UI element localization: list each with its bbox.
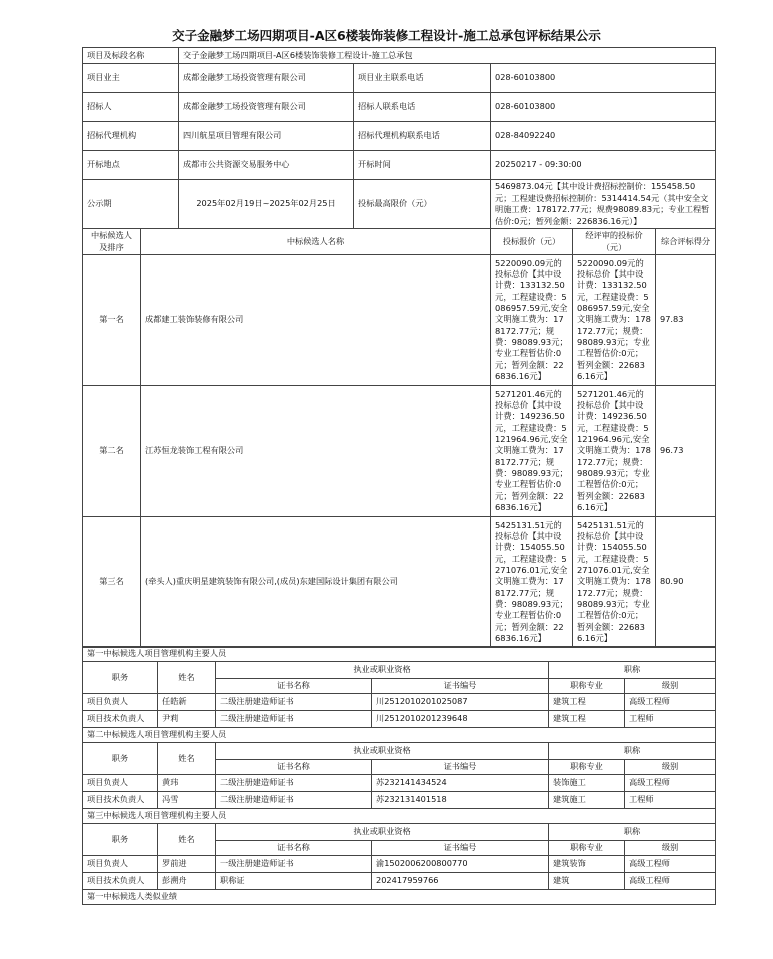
person-name: 任皓新 [158, 694, 216, 711]
location-label: 开标地点 [83, 151, 179, 180]
personnel-table [82, 646, 716, 905]
tenderer-phone-label: 招标人联系电话 [354, 93, 491, 122]
person-cert-name: 二级注册建造师证书 [216, 694, 372, 711]
candidate-name: 江苏恒龙装饰工程有限公司 [141, 386, 491, 517]
person-major: 建筑 [549, 873, 625, 890]
title-header: 职称 [549, 824, 716, 841]
name-header: 姓名 [158, 743, 216, 775]
candidates-reviewed-header: 经评审的投标价（元） [573, 229, 656, 255]
person-position: 项目技术负责人 [83, 711, 158, 728]
owner: 成都金融梦工场投资管理有限公司 [179, 64, 354, 93]
candidate-rank: 第二名 [83, 386, 141, 517]
position-header: 职务 [83, 743, 158, 775]
candidates-bid-header: 投标报价（元） [491, 229, 573, 255]
candidate-rank: 第三名 [83, 517, 141, 648]
section-heading: 第二中标候选人项目管理机构主要人员 [83, 728, 716, 743]
person-name: 冯雪 [158, 792, 216, 809]
position-header: 职务 [83, 824, 158, 856]
qualification-header: 执业或职业资格 [216, 824, 549, 841]
candidates-score-header: 综合评标得分 [656, 229, 716, 255]
candidate-reviewed-bid: 5425131.51元的投标总价【其中设计费：154055.50元，工程建设费：5271076.01元,安全文明施工费为：178172.77元；规费：98089.93元；专业工程暂估价:0元；暂列金额：226836.16元】 [573, 517, 656, 648]
person-major: 建筑装饰 [549, 856, 625, 873]
person-level: 高级工程师 [625, 873, 716, 890]
project-name-label: 项目及标段名称 [83, 48, 179, 64]
agency: 四川航星项目管理有限公司 [179, 122, 354, 151]
person-cert-no: 渝1502006200800770 [372, 856, 549, 873]
position-header: 职务 [83, 662, 158, 694]
candidate-reviewed-bid: 5271201.46元的投标总价【其中设计费：149236.50元，工程建设费：5121964.96元,安全文明施工费为：178172.77元；规费：98089.93元；专业工程暂估价:0元；暂列金额：226836.16元】 [573, 386, 656, 517]
candidate-bid: 5425131.51元的投标总价【其中设计费：154055.50元，工程建设费：5271076.01元,安全文明施工费为：178172.77元；规费：98089.93元；专业工程暂估价:0元；暂列金额：226836.16元】 [491, 517, 573, 648]
person-name: 黄玮 [158, 775, 216, 792]
section-heading: 第一中标候选人项目管理机构主要人员 [83, 647, 716, 662]
candidate-name: (牵头人)重庆明星建筑装饰有限公司,(成员)东建国际设计集团有限公司 [141, 517, 491, 648]
open-time-label: 开标时间 [354, 151, 491, 180]
bid-result-table [82, 47, 716, 648]
location: 成都市公共资源交易服务中心 [179, 151, 354, 180]
candidate-row [83, 517, 716, 648]
person-level: 高级工程师 [625, 694, 716, 711]
personnel-row [83, 694, 716, 711]
candidates-rank-header: 中标候选人及排序 [83, 229, 141, 255]
person-position: 项目技术负责人 [83, 873, 158, 890]
name-header: 姓名 [158, 824, 216, 856]
candidate-row [83, 386, 716, 517]
title-major-header: 职称专业 [549, 760, 625, 775]
person-position: 项目技术负责人 [83, 792, 158, 809]
candidate-score: 96.73 [656, 386, 716, 517]
person-cert-name: 二级注册建造师证书 [216, 775, 372, 792]
person-cert-no: 川2512010201239648 [372, 711, 549, 728]
candidate-name: 成都建工装饰装修有限公司 [141, 255, 491, 386]
person-name: 尹莉 [158, 711, 216, 728]
person-name: 彭溯舟 [158, 873, 216, 890]
person-position: 项目负责人 [83, 775, 158, 792]
period: 2025年02月19日~2025年02月25日 [179, 180, 354, 229]
title-level-header: 级别 [625, 841, 716, 856]
personnel-row [83, 856, 716, 873]
person-cert-no: 苏232141434524 [372, 775, 549, 792]
person-cert-name: 职称证 [216, 873, 372, 890]
personnel-row [83, 775, 716, 792]
person-level: 高级工程师 [625, 775, 716, 792]
cert-name-header: 证书名称 [216, 679, 372, 694]
person-cert-no: 川2512010201025087 [372, 694, 549, 711]
page-title: 交子金融梦工场四期项目-A区6楼装饰装修工程设计-施工总承包评标结果公示 [172, 28, 601, 43]
person-position: 项目负责人 [83, 856, 158, 873]
agency-label: 招标代理机构 [83, 122, 179, 151]
owner-label: 项目业主 [83, 64, 179, 93]
person-position: 项目负责人 [83, 694, 158, 711]
cert-name-header: 证书名称 [216, 760, 372, 775]
candidate-reviewed-bid: 5220090.09元的投标总价【其中设计费：133132.50元，工程建设费：5086957.59元,安全文明施工费为：178172.77元；规费：98089.93元；专业工程暂估价:0元；暂列金额：226836.16元】 [573, 255, 656, 386]
personnel-row [83, 792, 716, 809]
project-name: 交子金融梦工场四期项目-A区6楼装饰装修工程设计-施工总承包 [179, 48, 716, 64]
tenderer: 成都金融梦工场投资管理有限公司 [179, 93, 354, 122]
person-level: 高级工程师 [625, 856, 716, 873]
person-cert-no: 202417959766 [372, 873, 549, 890]
agency-phone: 028-84092240 [491, 122, 716, 151]
title-header: 职称 [549, 662, 716, 679]
personnel-row [83, 711, 716, 728]
person-major: 建筑施工 [549, 792, 625, 809]
candidate-bid: 5220090.09元的投标总价【其中设计费：133132.50元，工程建设费：5086957.59元,安全文明施工费为：178172.77元；规费：98089.93元；专业工程暂估价:0元；暂列金额：226836.16元】 [491, 255, 573, 386]
tenderer-phone: 028-60103800 [491, 93, 716, 122]
candidate-score: 80.90 [656, 517, 716, 648]
person-level: 工程师 [625, 792, 716, 809]
candidate-rank: 第一名 [83, 255, 141, 386]
agency-phone-label: 招标代理机构联系电话 [354, 122, 491, 151]
person-major: 建筑工程 [549, 711, 625, 728]
period-label: 公示期 [83, 180, 179, 229]
title-level-header: 级别 [625, 760, 716, 775]
section-heading: 第三中标候选人项目管理机构主要人员 [83, 809, 716, 824]
qualification-header: 执业或职业资格 [216, 662, 549, 679]
person-cert-name: 一级注册建造师证书 [216, 856, 372, 873]
person-cert-no: 苏232131401518 [372, 792, 549, 809]
person-cert-name: 二级注册建造师证书 [216, 711, 372, 728]
person-cert-name: 二级注册建造师证书 [216, 792, 372, 809]
tenderer-label: 招标人 [83, 93, 179, 122]
max-price-label: 投标最高限价（元） [354, 180, 491, 229]
person-major: 装饰施工 [549, 775, 625, 792]
personnel-row [83, 873, 716, 890]
title-header: 职称 [549, 743, 716, 760]
cert-no-header: 证书编号 [372, 841, 549, 856]
name-header: 姓名 [158, 662, 216, 694]
owner-phone-label: 项目业主联系电话 [354, 64, 491, 93]
title-level-header: 级别 [625, 679, 716, 694]
candidate-row [83, 255, 716, 386]
candidate-score: 97.83 [656, 255, 716, 386]
owner-phone: 028-60103800 [491, 64, 716, 93]
title-major-header: 职称专业 [549, 841, 625, 856]
cert-no-header: 证书编号 [372, 679, 549, 694]
person-major: 建筑工程 [549, 694, 625, 711]
candidates-name-header: 中标候选人名称 [141, 229, 491, 255]
cert-no-header: 证书编号 [372, 760, 549, 775]
footer-heading: 第一中标候选人类似业绩 [83, 890, 716, 905]
open-time: 20250217 - 09:30:00 [491, 151, 716, 180]
candidate-bid: 5271201.46元的投标总价【其中设计费：149236.50元，工程建设费：5121964.96元,安全文明施工费为：178172.77元；规费：98089.93元；专业工程暂估价:0元；暂列金额：226836.16元】 [491, 386, 573, 517]
title-major-header: 职称专业 [549, 679, 625, 694]
cert-name-header: 证书名称 [216, 841, 372, 856]
max-price: 5469873.04元【其中设计费招标控制价：155458.50元；工程建设费招标控制价：5314414.54元（其中安全文明施工费：178172.77元；规费98089.83元；专业工程暂估价:0元；暂列金额：226836.16元）】 [491, 180, 716, 229]
person-level: 工程师 [625, 711, 716, 728]
qualification-header: 执业或职业资格 [216, 743, 549, 760]
person-name: 罗前进 [158, 856, 216, 873]
